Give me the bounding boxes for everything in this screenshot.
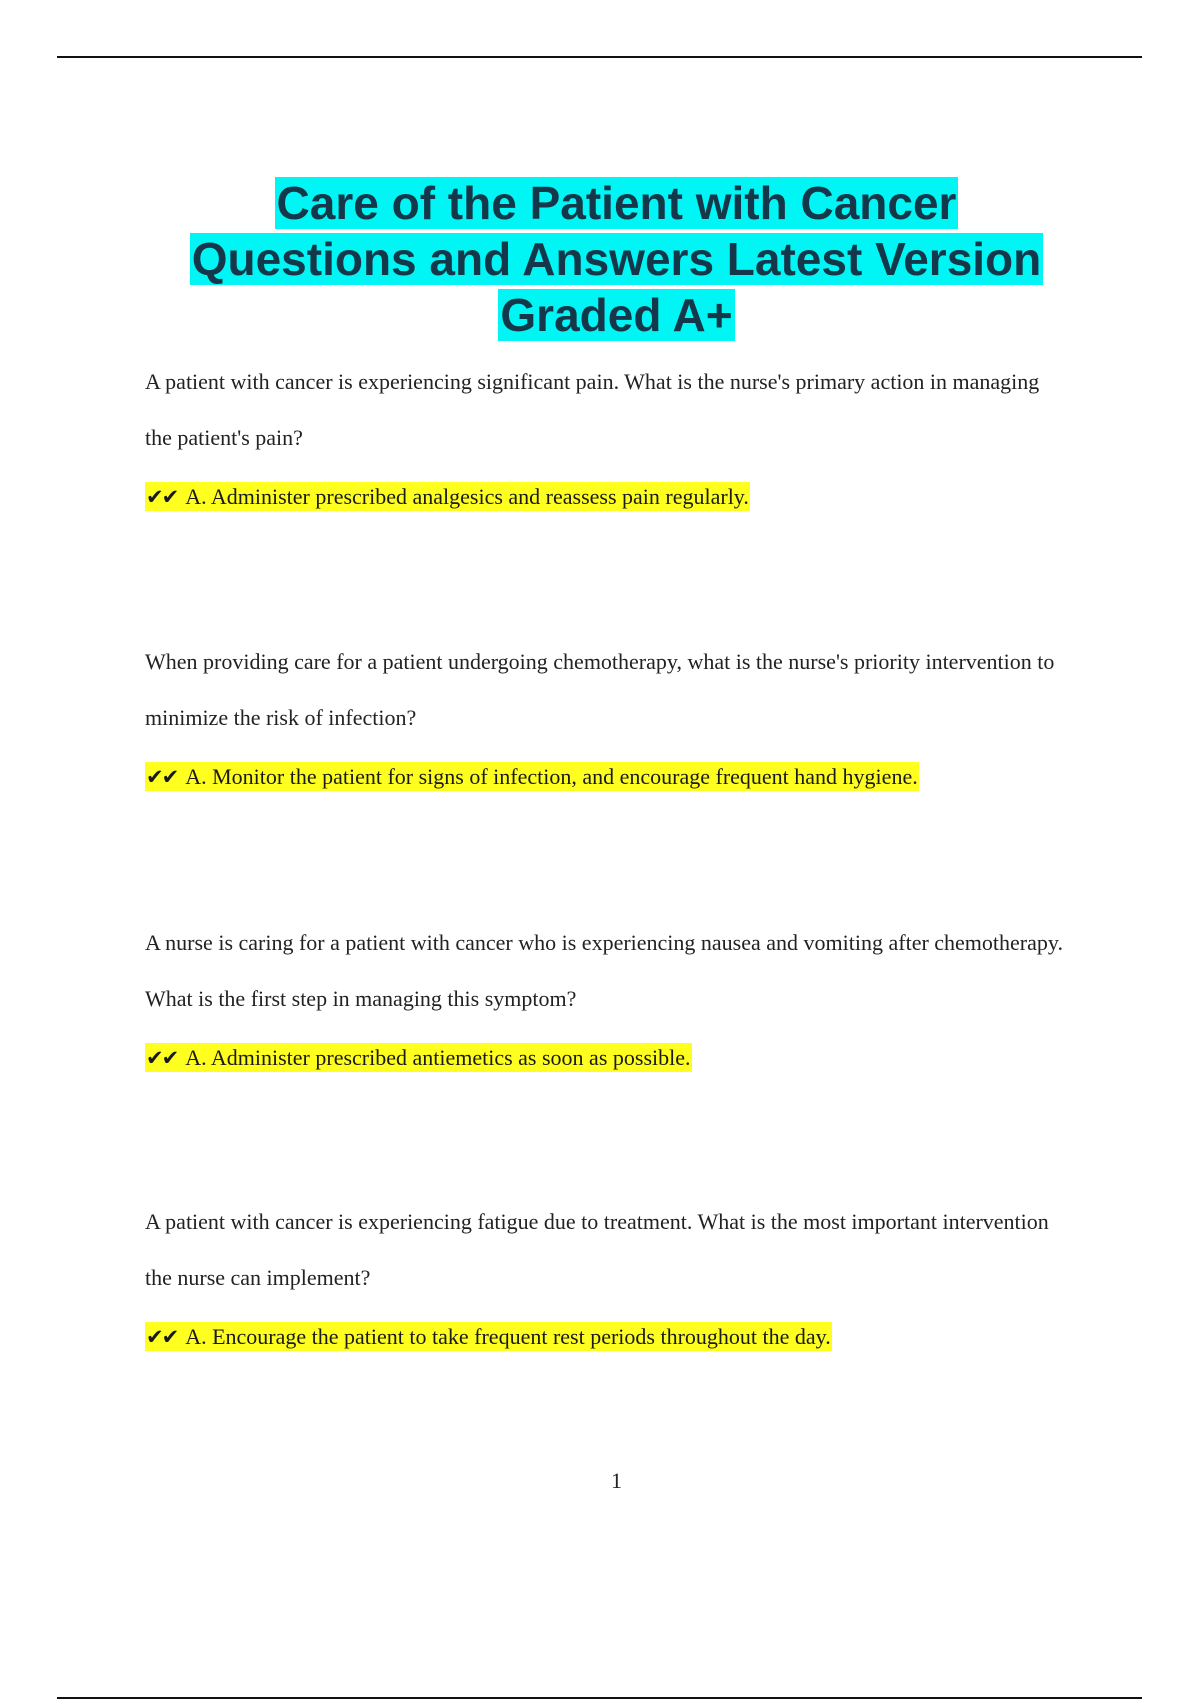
qa-item-1	[145, 354, 1065, 514]
answer-line	[145, 1041, 1065, 1075]
title-line-2: Questions and Answers Latest Version	[191, 232, 1042, 285]
answer-highlight	[145, 762, 919, 791]
question-text: A nurse is caring for a patient with cancer who is experiencing nausea and vomiting after chemotherapy. What is the first step in managing this symptom?	[145, 930, 1063, 1011]
page-number: 1	[611, 1468, 622, 1493]
qa-item-2	[145, 634, 1065, 794]
title-line-1: Care of the Patient with Cancer	[276, 176, 957, 229]
answer-text: A. Administer prescribed analgesics and reassess pain regularly.	[185, 484, 749, 509]
answer-highlight	[145, 1322, 832, 1351]
answer-text: A. Monitor the patient for signs of infection, and encourage frequent hand hygiene.	[185, 764, 918, 789]
double-check-icon: ✔✔	[146, 1325, 178, 1349]
question-text: A patient with cancer is experiencing significant pain. What is the nurse's primary action in managing the patient's pain?	[145, 369, 1040, 450]
answer-text: A. Encourage the patient to take frequent rest periods throughout the day.	[185, 1324, 831, 1349]
double-check-icon: ✔✔	[146, 765, 178, 789]
header-rule	[57, 56, 1142, 58]
question-text: When providing care for a patient undergoing chemotherapy, what is the nurse's priority intervention to minimize the risk of infection?	[145, 649, 1055, 730]
answer-highlight	[145, 1043, 692, 1072]
answer-line	[145, 760, 1065, 794]
qa-item-4	[145, 1194, 1065, 1354]
answer-line	[145, 1320, 1065, 1354]
double-check-icon: ✔✔	[146, 1046, 178, 1070]
footer-rule	[57, 1697, 1142, 1699]
answer-highlight	[145, 482, 750, 511]
answer-line	[145, 480, 1065, 514]
answer-text: A. Administer prescribed antiemetics as soon as possible.	[185, 1045, 691, 1070]
document-title	[100, 175, 1133, 343]
title-line-3: Graded A+	[500, 288, 733, 341]
question-text: A patient with cancer is experiencing fatigue due to treatment. What is the most important intervention the nurse can implement?	[145, 1209, 1049, 1290]
double-check-icon: ✔✔	[146, 485, 178, 509]
qa-item-3	[145, 915, 1065, 1075]
